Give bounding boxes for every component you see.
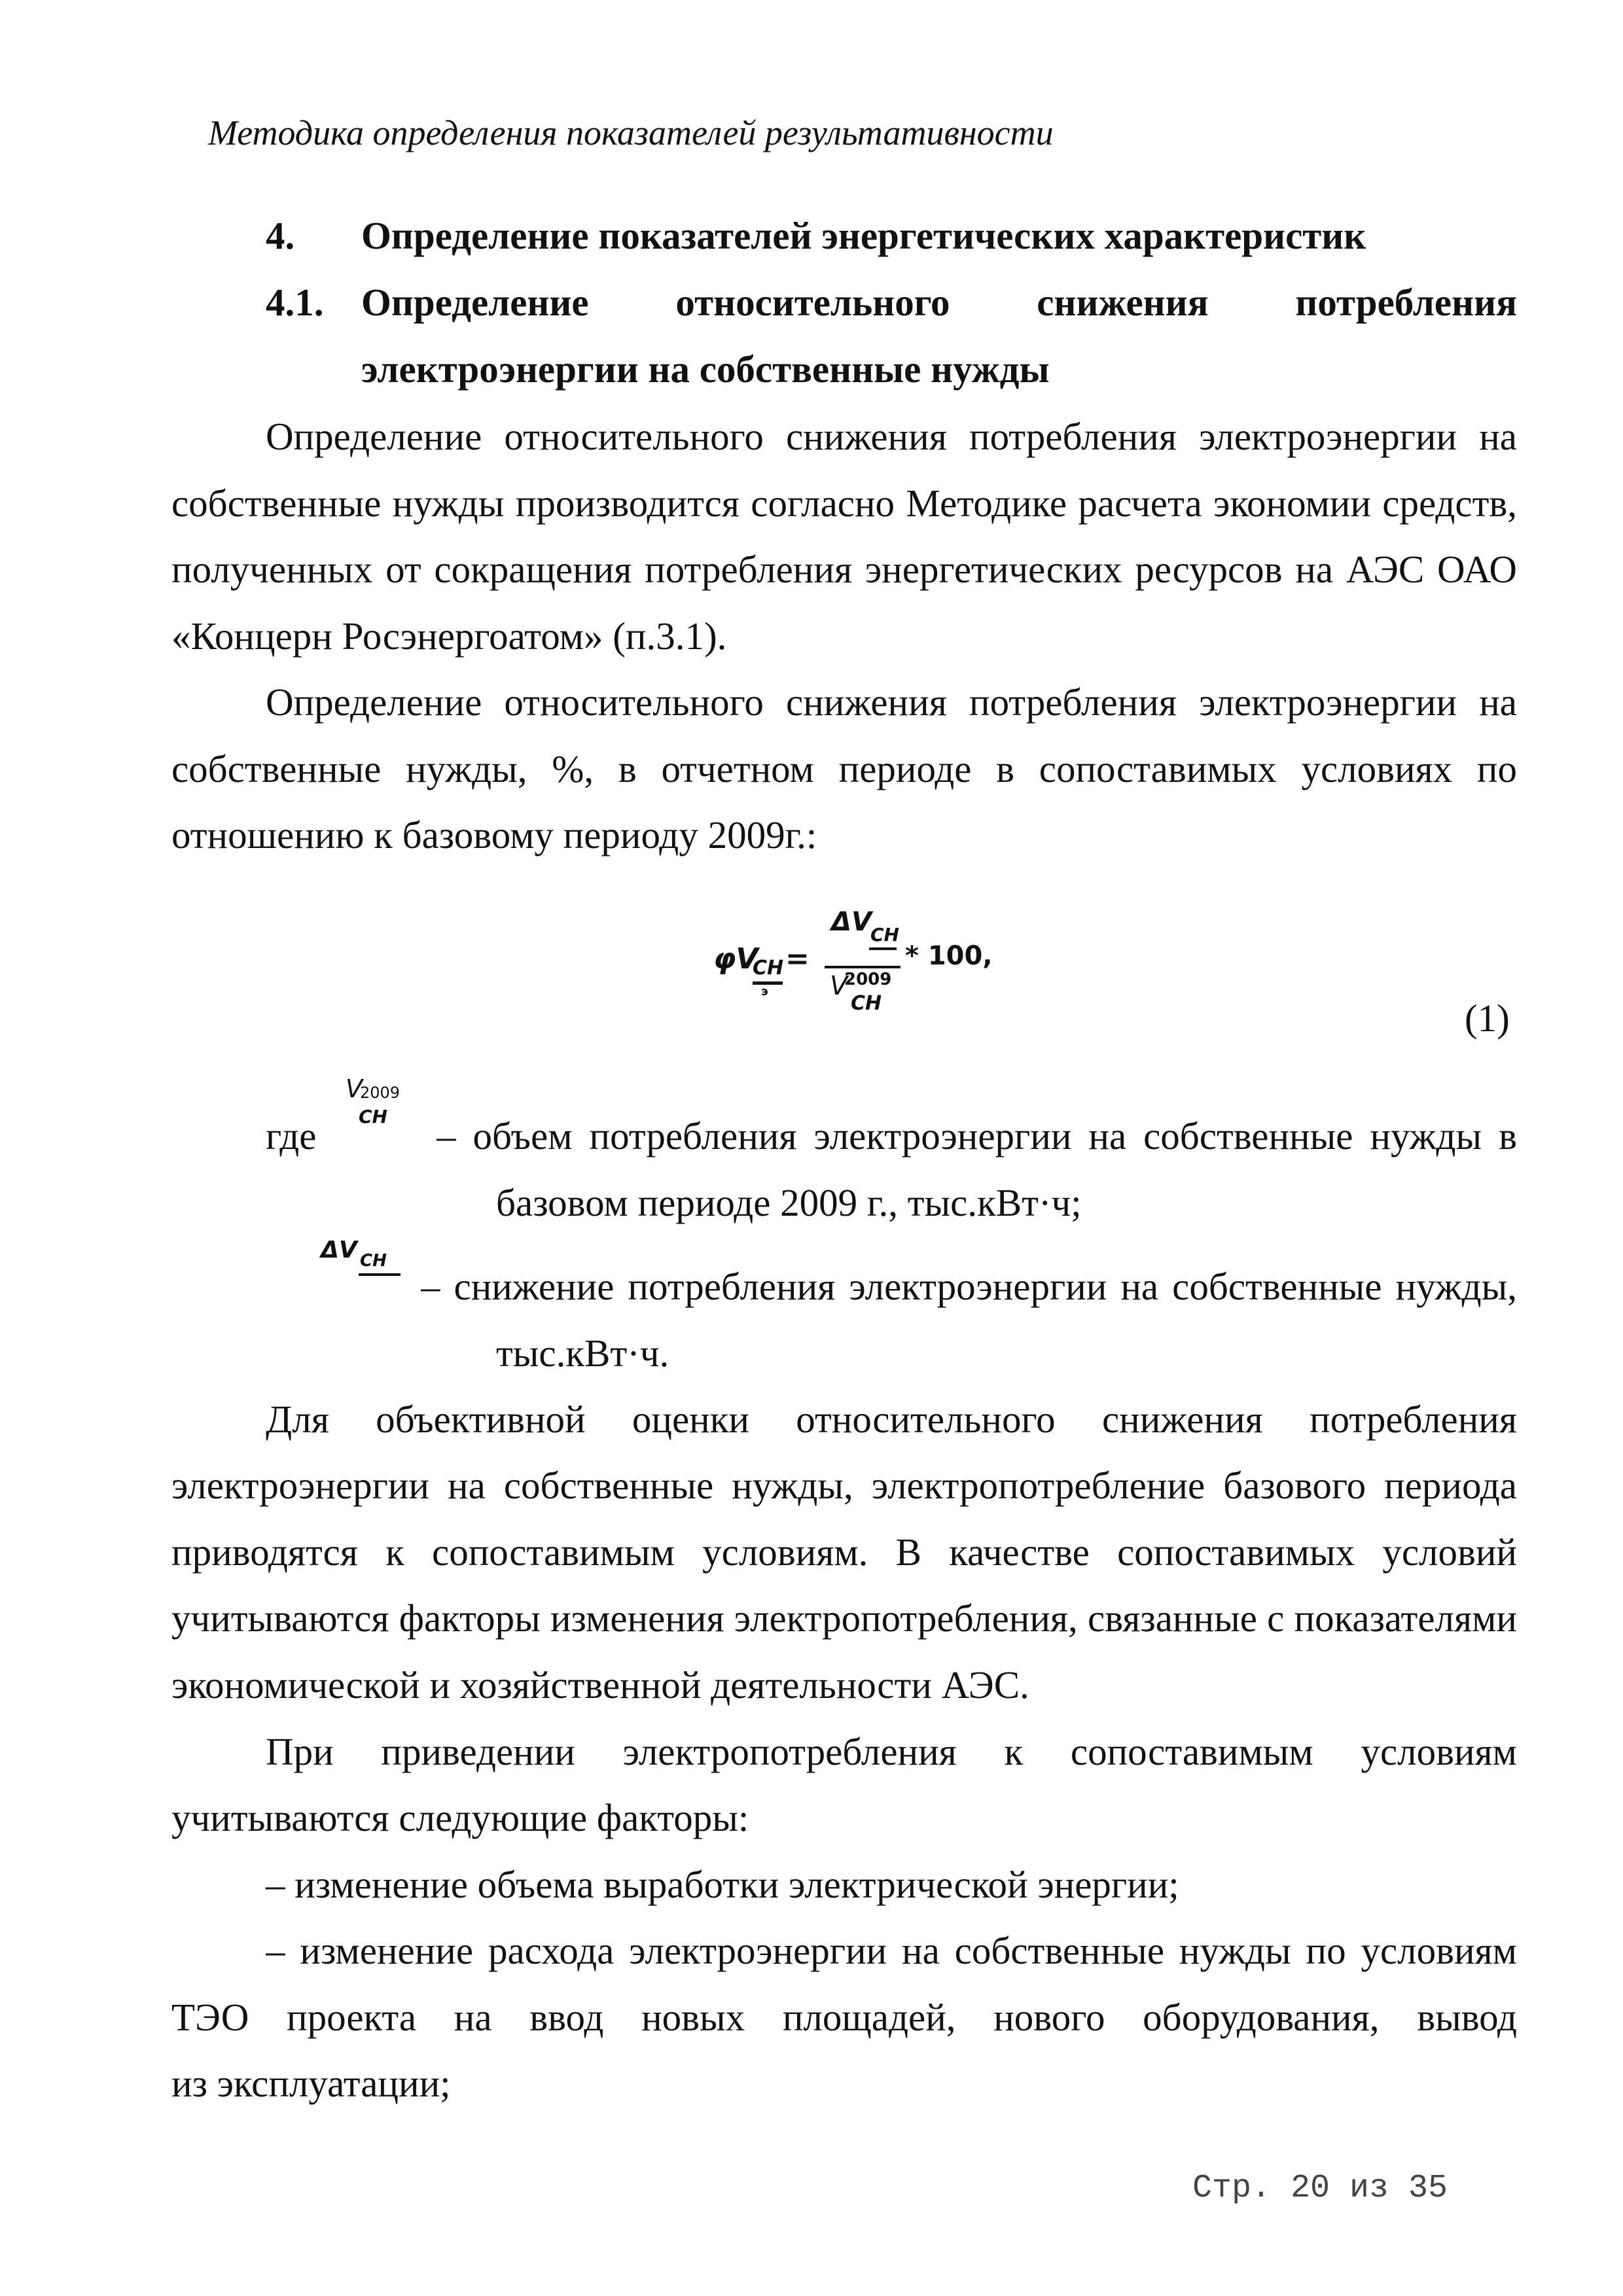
formula-numerator: ΔV	[831, 907, 872, 937]
subsection-number: 4.1.	[266, 281, 324, 324]
running-header: Методика определения показателей результативности	[208, 113, 1054, 152]
list-item-continued: ТЭО проекта на ввод новых площадей, нового оборудования, вывод	[171, 1996, 1517, 2039]
formula-lhs-sub2: э	[761, 985, 768, 998]
paragraph-line: собственные нужды, %, в отчетном периоде в сопоставимых условиях по	[171, 747, 1517, 790]
list-item: – изменение расхода электроэнергии на собственные нужды по условиям	[266, 1929, 1517, 1972]
formula-equals: =	[785, 942, 810, 976]
where-label: где	[266, 1114, 317, 1157]
section-title: Определение показателей энергетических характеристик	[361, 214, 1366, 257]
definition-line: тыс.кВт·ч.	[496, 1332, 669, 1375]
paragraph-line: Определение относительного снижения потребления электроэнергии на	[266, 415, 1517, 458]
formula-denominator-sup: 2009	[844, 970, 892, 989]
formula-multiplier: * 100,	[905, 941, 993, 971]
list-item-continued: из эксплуатации;	[171, 2062, 451, 2105]
formula-lhs: φV	[713, 942, 758, 976]
symbol-v2009: V	[346, 1074, 363, 1103]
paragraph-line: экономической и хозяйственной деятельности АЭС.	[171, 1663, 1029, 1706]
paragraph-line: полученных от сокращения потребления энергетических ресурсов на АЭС ОАО	[171, 548, 1517, 591]
symbol-delta-v: ΔV	[321, 1237, 357, 1263]
paragraph-line: Для объективной оценки относительного снижения потребления	[266, 1398, 1517, 1441]
paragraph-line: учитываются факторы изменения электропотребления, связанные с показателями	[171, 1597, 1517, 1640]
subsection-title-line1: Определение относительного снижения потребления	[361, 281, 1517, 324]
page-number: Стр. 20 из 35	[1192, 2170, 1448, 2207]
paragraph-line: Определение относительного снижения потребления электроэнергии на	[266, 680, 1517, 724]
definition-line: – объем потребления электроэнергии на собственные нужды в	[437, 1114, 1517, 1157]
paragraph-line: собственные нужды производится согласно Методике расчета экономии средств,	[171, 482, 1517, 525]
list-item: – изменение объема выработки электрической энергии;	[266, 1863, 1179, 1906]
formula-lhs-sub: CH	[753, 957, 784, 980]
paragraph-line: отношению к базовому периоду 2009г.:	[171, 813, 817, 857]
symbol-delta-v-sub: CH	[360, 1251, 387, 1271]
section-number: 4.	[266, 214, 295, 257]
paragraph-line: электроэнергии на собственные нужды, электропотребление базового периода	[171, 1464, 1517, 1507]
formula-denominator-sub: CH	[851, 992, 882, 1015]
paragraph-line: При приведении электропотребления к сопоставимым условиям	[266, 1730, 1517, 1773]
paragraph-line: «Концерн Росэнергоатом» (п.3.1).	[171, 614, 727, 658]
symbol-v2009-sup: 2009	[360, 1084, 401, 1102]
subsection-title-line2: электроэнергии на собственные нужды	[361, 347, 1050, 391]
formula-number: (1)	[1465, 997, 1510, 1040]
definition-line: базовом периоде 2009 г., тыс.кВт·ч;	[496, 1181, 1082, 1224]
symbol-v2009-sub: CH	[359, 1106, 387, 1127]
paragraph-line: учитываются следующие факторы:	[171, 1796, 749, 1839]
formula-denominator: V	[830, 971, 848, 1001]
fraction-bar	[825, 966, 901, 968]
paragraph-line: приводятся к сопоставимым условиям. В качестве сопоставимых условий	[171, 1530, 1517, 1574]
definition-line: – снижение потребления электроэнергии на собственные нужды,	[421, 1265, 1517, 1308]
formula-numerator-sub: CH	[870, 924, 899, 945]
